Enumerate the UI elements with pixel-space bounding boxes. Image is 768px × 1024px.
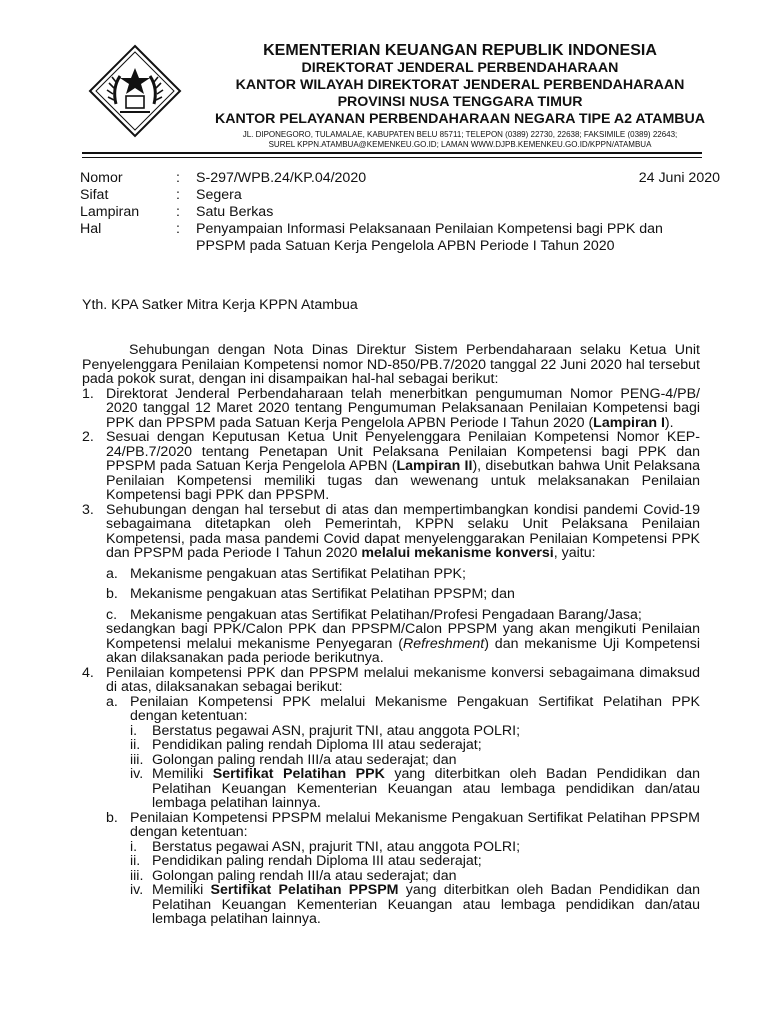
colon: : xyxy=(176,221,180,237)
kemenkeu-logo xyxy=(86,42,184,140)
letterhead-divider-thick xyxy=(82,152,702,154)
roman-numeral: ii. xyxy=(130,853,141,869)
roman-numeral: ii. xyxy=(130,737,141,753)
hal-line-2: PPSPM pada Satuan Kerja Pengelola APBN Periode I Tahun 2020 xyxy=(196,238,615,254)
criteria-item xyxy=(130,869,700,884)
item-text xyxy=(106,503,700,666)
roman-numeral: iii. xyxy=(130,751,144,768)
sub-item xyxy=(106,567,700,582)
criteria-text xyxy=(152,767,700,811)
criteria-item xyxy=(130,767,700,811)
letter-metadata xyxy=(80,170,720,255)
criteria-text: Golongan paling rendah III/a atau sederajat; dan xyxy=(152,867,457,884)
text-span: ). xyxy=(664,414,674,431)
roman-numeral: i. xyxy=(130,722,138,739)
nomor-row xyxy=(80,170,720,187)
bold-phrase: melalui mekanisme konversi xyxy=(361,545,554,561)
text-span: ) dan mekanisme Uji Kompetensi akan dilaksanakan pada periode berikutnya. xyxy=(106,635,700,666)
sub-item xyxy=(106,587,700,602)
regional-office-name: KANTOR WILAYAH DIREKTORAT JENDERAL PERBENDAHARAAN xyxy=(235,77,685,93)
criteria-item xyxy=(130,883,700,927)
list-item xyxy=(82,430,700,503)
item-continuation xyxy=(106,622,700,666)
intro-paragraph: Sehubungan dengan Nota Dinas Direktur Sistem Perbendaharaan selaku Ketua Unit Penyelenggara Penilaian Kompetensi nomor ND-850/PB.7/2020 tanggal 22 Juni 2020 hal tersebut pada pokok surat, dengan ini disampaikan hal-hal sebagai berikut: xyxy=(82,342,700,387)
ministry-name: KEMENTERIAN KEUANGAN REPUBLIK INDONESIA xyxy=(263,42,657,59)
list-item xyxy=(82,387,700,431)
text-span: sedangkan bagi PPK/Calon PPK dan PPSPM/Calon PPSPM yang akan mengikuti Penilaian Kompetensi melalui mekanisme Penyegaran ( xyxy=(106,621,700,652)
criteria-text: Pendidikan paling rendah Diploma III atau sederajat; xyxy=(152,853,482,869)
text-span: ), disebutkan bahwa Unit Pelaksana Penilaian Kompetensi memiliki tugas dan wewenang untuk melaksanakan Penilaian Kompetensi bagi PPK dan PPSPM. xyxy=(106,458,700,503)
hal-label: Hal xyxy=(80,221,102,237)
sub-item xyxy=(106,608,700,623)
criteria-text xyxy=(152,883,700,927)
roman-numeral: iv. xyxy=(130,766,144,782)
sub-text xyxy=(130,811,700,927)
text-span: yang diterbitkan oleh Badan Pendidikan dan Pelatihan Keuangan Kementerian Keuangan atau lembaga pendidikan dan/atau lembaga pelatihan lainnya. xyxy=(152,766,701,811)
letter-body xyxy=(82,343,700,927)
sifat-value: Segera xyxy=(196,187,242,203)
letterhead-divider-thin xyxy=(82,157,702,158)
sub-text: Mekanisme pengakuan atas Sertifikat Pelatihan PPSPM; dan xyxy=(130,586,515,602)
lampiran-ref: Lampiran II xyxy=(396,458,473,474)
province-name: PROVINSI NUSA TENGGARA TIMUR xyxy=(337,94,583,110)
lampiran-row xyxy=(80,204,720,221)
lampiran-value: Satu Berkas xyxy=(196,204,274,220)
sub-item xyxy=(106,695,700,811)
criteria-text: Berstatus pegawai ASN, prajurit TNI, atau anggota POLRI; xyxy=(152,722,521,739)
hal-value xyxy=(196,221,720,255)
letterhead xyxy=(200,42,720,150)
sub-text: Mekanisme pengakuan atas Sertifikat Pelatihan/Profesi Pengadaan Barang/Jasa; xyxy=(130,606,642,623)
criteria-item xyxy=(130,840,700,855)
address-line: JL. DIPONEGORO, TULAMALAE, KABUPATEN BELU 85711; TELEPON (0389) 22730, 22638; FAKSIMILE (0389) 22643; xyxy=(242,130,678,139)
text-span: Sehubungan dengan hal tersebut di atas dan mempertimbangkan kondisi pandemi Covid-19 sebagaimana ditetapkan oleh Pemerintah, KPPN selaku Unit Pelaksana Penilaian Kompetensi, pada masa pandemi Covid dapat menyelenggarakan Penilaian Kompetensi PPK dan PPSPM pada Periode I Tahun 2020 xyxy=(106,501,700,561)
text-span: Memiliki xyxy=(152,766,213,782)
text-span: Sesuai dengan Keputusan Ketua Unit Penyelenggara Penilaian Kompetensi Nomor KEP-24/PB.7/2020 tentang Penetapan Unit Pelaksana Penilaian Kompetensi bagi PPK dan PPSPM pada Satuan Kerja Pengelola APBN ( xyxy=(106,429,700,474)
criteria-item xyxy=(130,724,700,739)
sifat-row xyxy=(80,187,720,204)
text-span: Direktorat Jenderal Perbendaharaan telah menerbitkan pengumuman Nomor PENG-4/PB/ 2020 tanggal 12 Maret 2020 tentang Pengumuman Pelaksanaan Penilaian Kompetensi bagi PPK dan PPSPM pada Satuan Kerja Pengelola APBN Periode I Tahun 2020 ( xyxy=(106,385,700,431)
criteria-item xyxy=(130,738,700,753)
roman-numeral: i. xyxy=(130,838,138,855)
text-span: Penilaian kompetensi PPK dan PPSPM melalui mekanisme konversi sebagaimana dimaksud di atas, dilaksanakan sebagai berikut: xyxy=(106,664,700,695)
list-item xyxy=(82,666,700,927)
criteria-item xyxy=(130,753,700,768)
sub-item xyxy=(106,811,700,927)
sub-letter: b. xyxy=(106,586,118,602)
criteria-text: Golongan paling rendah III/a atau sederajat; dan xyxy=(152,751,457,768)
roman-numeral: iii. xyxy=(130,867,144,884)
item-number: 3. xyxy=(82,501,94,518)
bold-phrase: Sertifikat Pelatihan PPK xyxy=(212,766,385,782)
lampiran-ref: Lampiran I xyxy=(593,414,665,431)
kppn-name: KANTOR PELAYANAN PERBENDAHARAAN NEGARA TIPE A2 ATAMBUA xyxy=(214,111,706,127)
text-span: Penilaian Kompetensi PPK melalui Mekanisme Pengakuan Sertifikat Pelatihan PPK dengan ketentuan: xyxy=(130,693,700,724)
nomor-label: Nomor xyxy=(80,170,123,186)
criteria-item xyxy=(130,854,700,869)
sub-letter: a. xyxy=(106,693,118,710)
roman-numeral: iv. xyxy=(130,882,144,898)
letter-date: 24 Juni 2020 xyxy=(638,170,720,186)
italic-term: Refreshment xyxy=(403,635,485,652)
sub-letter: a. xyxy=(106,565,118,582)
sub-text xyxy=(130,695,700,811)
sub-letter: c. xyxy=(106,606,118,623)
contact-line: SUREL KPPN.ATAMBUA@KEMENKEU.GO.ID; LAMAN WWW.DJPB.KEMENKEU.GO.ID/KPPN/ATAMBUA xyxy=(268,140,652,149)
criteria-text: Pendidikan paling rendah Diploma III atau sederajat; xyxy=(152,737,482,753)
colon: : xyxy=(176,170,180,186)
text-span: Memiliki xyxy=(152,882,211,898)
text-span: , yaitu: xyxy=(553,545,596,561)
text-span: Penilaian Kompetensi PPSPM melalui Mekanisme Pengakuan Sertifikat Pelatihan PPSPM dengan ketentuan: xyxy=(130,809,700,840)
sub-text: Mekanisme pengakuan atas Sertifikat Pelatihan PPK; xyxy=(130,565,466,582)
list-item xyxy=(82,503,700,666)
nomor-value: S-297/WPB.24/KP.04/2020 xyxy=(196,170,367,186)
colon: : xyxy=(176,204,180,220)
item-text xyxy=(106,387,700,431)
addressee: Yth. KPA Satker Mitra Kerja KPPN Atambua xyxy=(82,297,358,313)
sub-letter: b. xyxy=(106,809,118,826)
hal-row xyxy=(80,221,720,255)
criteria-text: Berstatus pegawai ASN, prajurit TNI, atau anggota POLRI; xyxy=(152,838,521,855)
text-span: yang diterbitkan oleh Badan Pendidikan dan Pelatihan Keuangan Kementerian Keuangan atau lembaga pendidikan dan/atau lembaga pelatihan lainnya. xyxy=(152,882,700,927)
bold-phrase: Sertifikat Pelatihan PPSPM xyxy=(210,882,399,898)
directorate-name: DIREKTORAT JENDERAL PERBENDAHARAAN xyxy=(301,60,619,76)
item-text xyxy=(106,430,700,503)
item-number: 4. xyxy=(82,664,94,681)
colon: : xyxy=(176,187,180,203)
item-text xyxy=(106,666,700,927)
lampiran-label: Lampiran xyxy=(80,204,140,220)
sifat-label: Sifat xyxy=(80,187,109,203)
item-number: 1. xyxy=(82,385,94,402)
hal-line-1: Penyampaian Informasi Pelaksanaan Penilaian Kompetensi bagi PPK dan xyxy=(196,221,663,237)
item-number: 2. xyxy=(82,429,94,445)
